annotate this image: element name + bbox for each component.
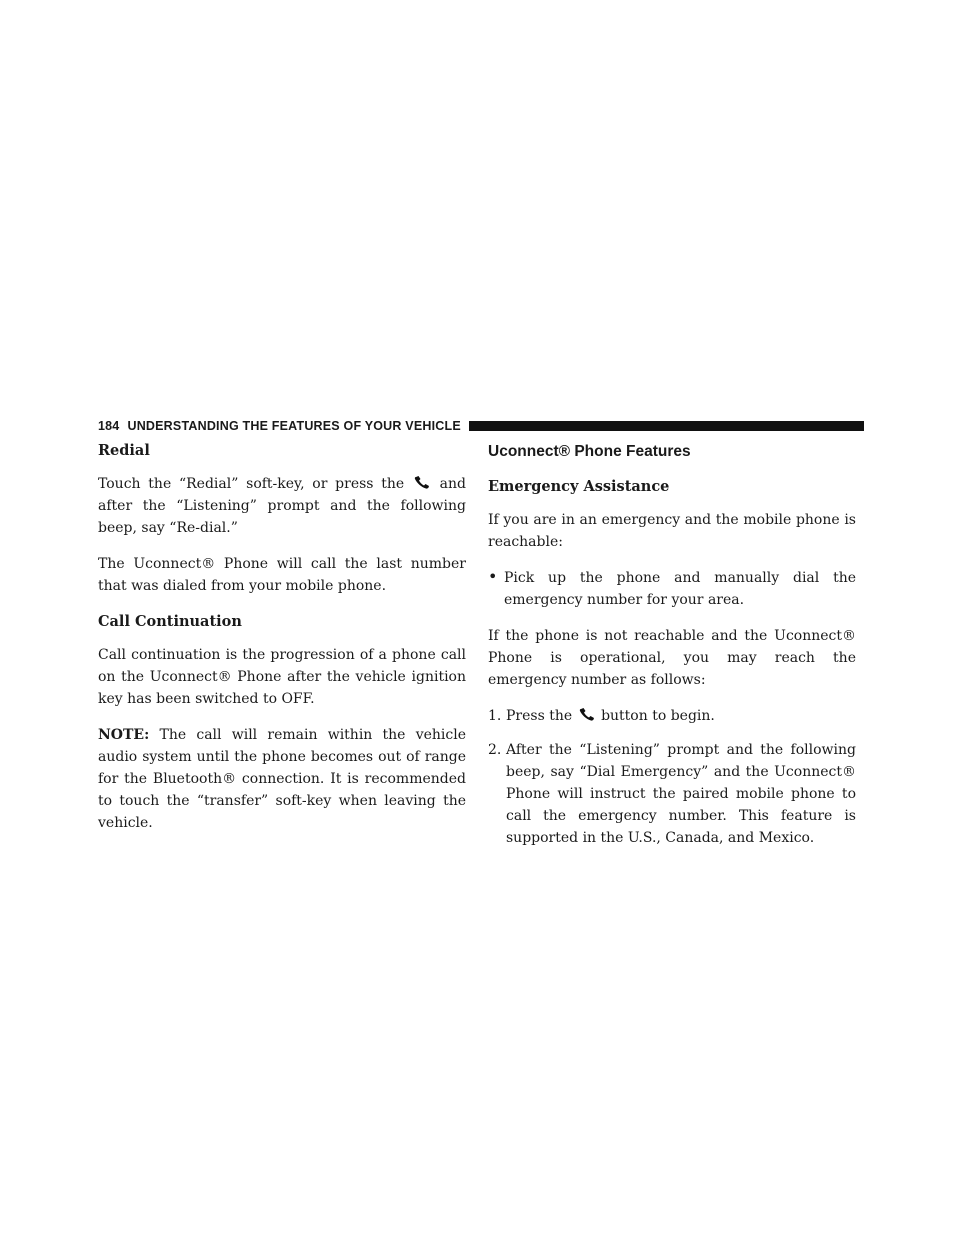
note-label: NOTE:	[98, 727, 150, 743]
header-rule	[469, 421, 864, 431]
redial-result-paragraph: The Uconnect® Phone will call the last number that was dialed from your mobile phone.	[98, 556, 466, 594]
list-item	[488, 739, 856, 849]
list-item	[488, 567, 856, 611]
step-number: 2.	[488, 742, 502, 758]
redial-text-a: Touch the “Redial” soft-key, or press the	[98, 476, 405, 492]
bullet-mark: •	[488, 567, 498, 586]
redial-paragraph	[98, 473, 466, 539]
emergency-unreachable-paragraph: If the phone is not reachable and the Uconnect® Phone is operational, you may reach the emergency number as follows:	[488, 628, 856, 688]
step-text: After the “Listening” prompt and the following beep, say “Dial Emergency” and the Uconnect® Phone will instruct the paired mobile phone to call the emergency number. This feature is supported in the U.S., Canada, and Mexico.	[506, 742, 856, 846]
phone-icon	[579, 708, 595, 721]
page-number: 184	[98, 419, 120, 433]
step1-text-b: button to begin.	[601, 708, 715, 724]
step-number: 1.	[488, 708, 502, 724]
call-continuation-heading: Call Continuation	[98, 613, 242, 630]
list-item	[488, 705, 856, 727]
note-text: The call will remain within the vehicle audio system until the phone becomes out of range for the Bluetooth® connection. It is recommended to touch the “transfer” soft-key when leaving the vehicle.	[98, 727, 466, 831]
redial-text-b: and after the “Listening” prompt and the following beep, say “Re-dial.”	[98, 476, 466, 536]
call-continuation-paragraph: Call continuation is the progression of a phone call on the Uconnect® Phone after the vehicle ignition key has been switched to OFF.	[98, 647, 466, 707]
page-header	[98, 418, 864, 434]
step1-text-a: Press the	[506, 708, 573, 724]
phone-icon	[414, 476, 430, 489]
right-column	[488, 440, 856, 849]
emergency-assistance-heading: Emergency Assistance	[488, 478, 670, 495]
phone-features-heading: Uconnect® Phone Features	[488, 443, 691, 460]
section-title: UNDERSTANDING THE FEATURES OF YOUR VEHICLE	[127, 419, 461, 433]
note-paragraph	[98, 724, 466, 834]
step-text	[506, 705, 856, 727]
bullet-text: Pick up the phone and manually dial the emergency number for your area.	[504, 570, 856, 608]
emergency-intro-paragraph: If you are in an emergency and the mobile phone is reachable:	[488, 512, 856, 550]
redial-heading: Redial	[98, 442, 150, 459]
left-column	[98, 440, 466, 834]
